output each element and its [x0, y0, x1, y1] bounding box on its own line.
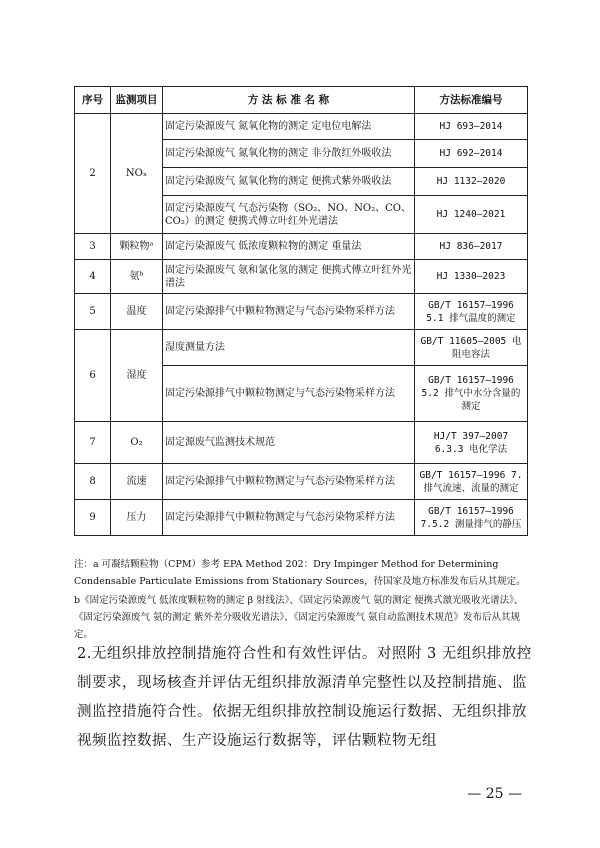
row-method: 固定污染源废气 氨和氯化氢的测定 便携式傅立叶红外光谱法 [163, 260, 415, 294]
table-header-row [75, 87, 528, 114]
row-no: 5 [75, 294, 111, 330]
row-code: GB/T 16157—1996 7.5.2 测量排气的静压 [415, 500, 528, 536]
row-no: 7 [75, 422, 111, 464]
row-method: 固定污染源排气中颗粒物测定与气态污染物采样方法 [163, 464, 415, 500]
row-method: 固定污染源排气中颗粒物测定与气态污染物采样方法 [163, 366, 415, 422]
row-item: 颗粒物ᵃ [111, 234, 163, 260]
header-no: 序号 [75, 87, 111, 114]
header-item: 监测项目 [111, 87, 163, 114]
row-item: O₂ [111, 422, 163, 464]
row-no: 3 [75, 234, 111, 260]
table-note-b: b《固定污染源废气 低浓度颗粒物的测定 β 射线法》、《固定污染源废气 氨的测定 便携式激光吸收光谱法》、《固定污染源废气 氨的测定 紫外差分吸收光谱法》、《固定污染源废气 氨自动监测技术规范》发布后从其规定。 [74, 595, 524, 640]
page-number: — 25 — [467, 786, 522, 802]
table-row [75, 294, 528, 330]
row-item: 流速 [111, 464, 163, 500]
row-item: 温度 [111, 294, 163, 330]
row-item: 湿度 [111, 330, 163, 422]
row-code: HJ 692—2014 [415, 140, 528, 168]
row-method: 固定污染源废气 氮氧化物的测定 便携式紫外吸收法 [163, 168, 415, 196]
row-item: 压力 [111, 500, 163, 536]
row-code: GB/T 16157—1996 7.排气流速、流量的测定 [415, 464, 528, 500]
header-code: 方法标准编号 [415, 87, 528, 114]
row-code: HJ 1330—2023 [415, 260, 528, 294]
table-row [75, 330, 528, 366]
row-method: 固定污染源废气 氮氧化物的测定 定电位电解法 [163, 114, 415, 140]
row-code: HJ 836—2017 [415, 234, 528, 260]
row-method: 湿度测量方法 [163, 330, 415, 366]
table-row [75, 260, 528, 294]
row-no: 8 [75, 464, 111, 500]
row-method: 固定污染源废气 低浓度颗粒物的测定 重量法 [163, 234, 415, 260]
table-row [75, 114, 528, 140]
row-code: GB/T 11605—2005 电阻电容法 [415, 330, 528, 366]
row-method: 固定污染源排气中颗粒物测定与气态污染物采样方法 [163, 294, 415, 330]
row-code: HJ 1240—2021 [415, 196, 528, 234]
row-code: GB/T 16157—1996 5.1 排气温度的测定 [415, 294, 528, 330]
header-method: 方 法 标 准 名 称 [163, 87, 415, 114]
row-code: HJ 1132—2020 [415, 168, 528, 196]
row-no: 9 [75, 500, 111, 536]
row-no: 4 [75, 260, 111, 294]
row-code: HJ/T 397—2007 6.3.3 电化学法 [415, 422, 528, 464]
body-paragraph: 2.无组织排放控制措施符合性和有效性评估。对照附 3 无组织排放控制要求，现场核查并评估无组织排放源清单完整性以及控制措施、监测监控措施符合性。依据无组织排放控制设施运行数据、无组织排放视频监控数据、生产设施运行数据等，评估颗粒物无组 [77, 646, 532, 749]
row-no: 6 [75, 330, 111, 422]
row-method: 固定污染源废气 氮氧化物的测定 非分散红外吸收法 [163, 140, 415, 168]
method-standards-table [74, 86, 528, 536]
table-note-a: 注：a 可凝结颗粒物（CPM）参考 EPA Method 202：Dry Impinger Method for Determining Condensable Particulate Emissions from Stationary Sources，待国家及地方标准发布后从其规定。 [74, 559, 526, 587]
table-row [75, 500, 528, 536]
row-method: 固定污染源排气中颗粒物测定与气态污染物采样方法 [163, 500, 415, 536]
row-code: HJ 693—2014 [415, 114, 528, 140]
table-row [75, 422, 528, 464]
table-row [75, 464, 528, 500]
row-code: GB/T 16157—1996 5.2 排气中水分含量的测定 [415, 366, 528, 422]
row-method: 固定污染源废气 气态污染物（SO₂、NO、NO₂、CO、CO₂）的测定 便携式傅立叶红外光谱法 [163, 196, 415, 234]
row-no: 2 [75, 114, 111, 234]
row-method: 固定源废气监测技术规范 [163, 422, 415, 464]
row-item: NOₓ [111, 114, 163, 234]
row-item: 氨ᵇ [111, 260, 163, 294]
table-row [75, 234, 528, 260]
